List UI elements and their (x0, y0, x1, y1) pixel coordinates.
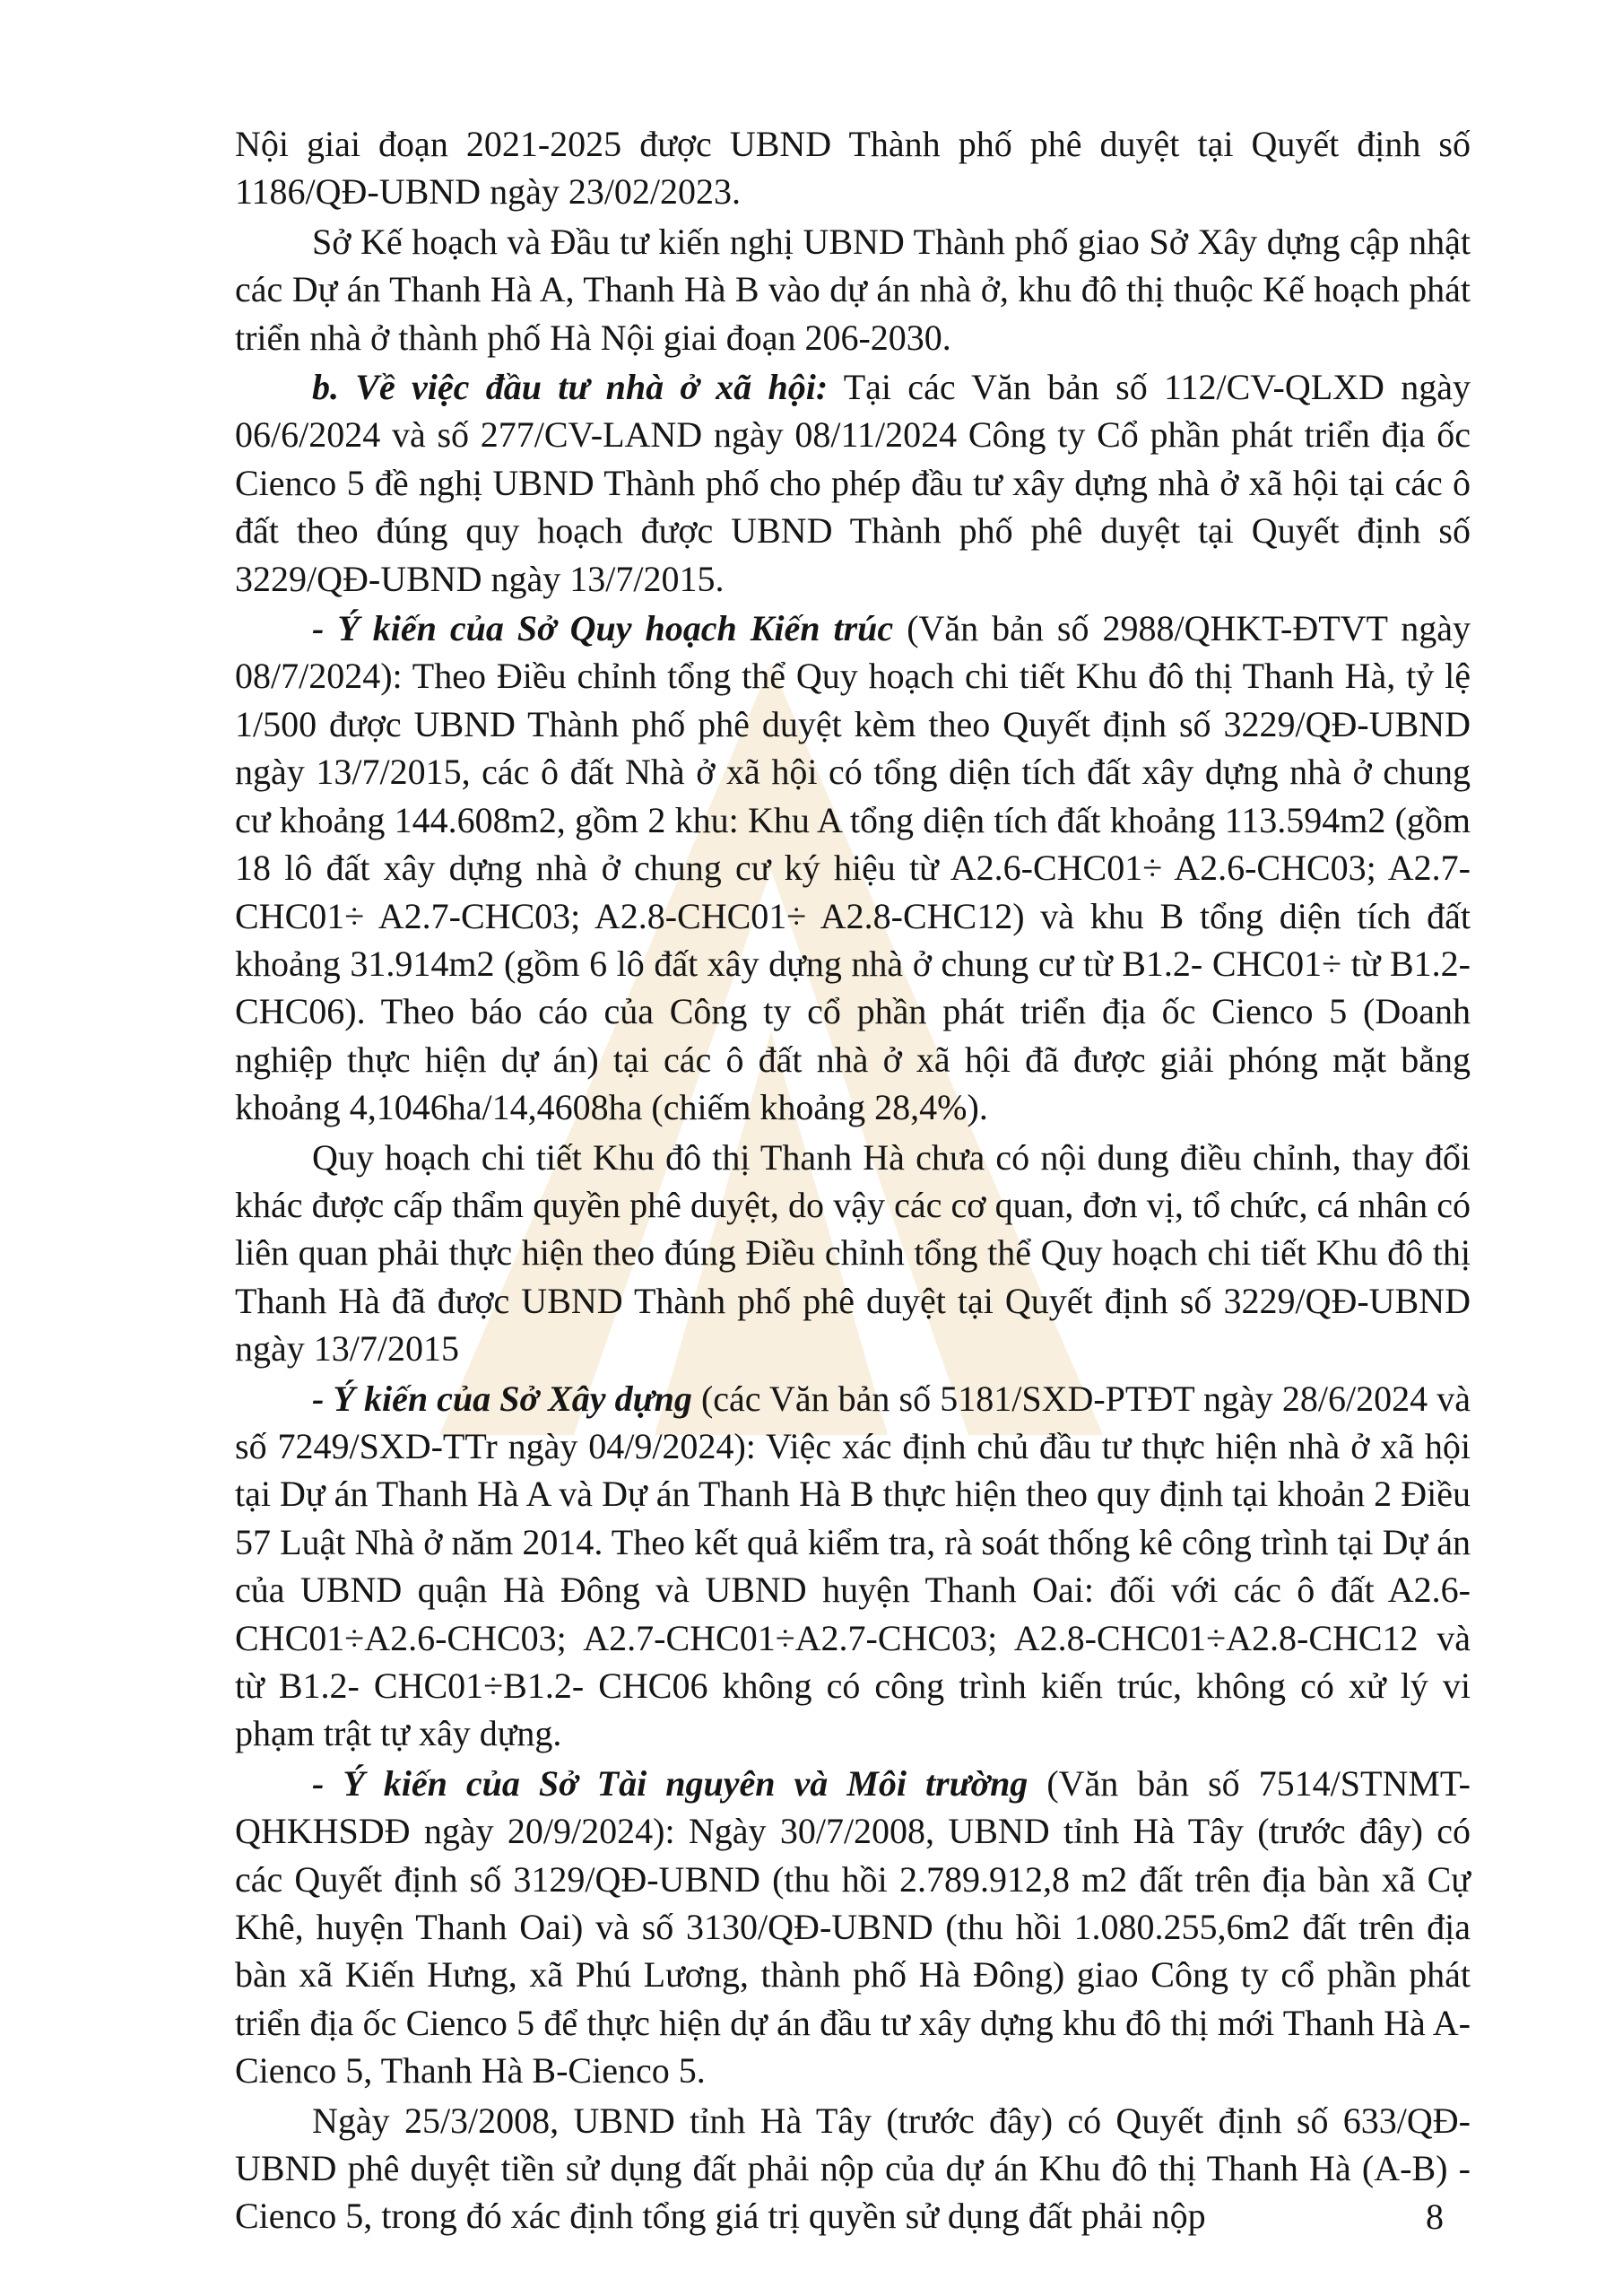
paragraph-5 (235, 1134, 1471, 1373)
paragraph-8 (235, 2097, 1471, 2240)
paragraph-2 (235, 218, 1471, 361)
paragraph-1-text: Nội giai đoạn 2021-2025 được UBND Thành phố phê duyệt tại Quyết định số 1186/QĐ-UBND ngày 23/02/2023. (235, 124, 1471, 213)
opinion-heading-natural-resources: - Ý kiến của Sở Tài nguyên và Môi trường (312, 1762, 1028, 1804)
paragraph-2-text: Sở Kế hoạch và Đầu tư kiến nghị UBND Thành phố giao Sở Xây dựng cập nhật các Dự án Thanh Hà A, Thanh Hà B vào dự án nhà ở, khu đô thị thuộc Kế hoạch phát triển nhà ở thành phố Hà Nội giai đoạn 206-2030. (235, 221, 1471, 358)
section-heading-social-housing: b. Về việc đầu tư nhà ở xã hội: (312, 367, 829, 408)
opinion-heading-planning-architecture: - Ý kiến của Sở Quy hoạch Kiến trúc (312, 608, 894, 649)
paragraph-6-text: (các Văn bản số 5181/SXD-PTĐT ngày 28/6/2024 và số 7249/SXD-TTr ngày 04/9/2024): Việc xác định chủ đầu tư thực hiện nhà ở xã hội tại Dự án Thanh Hà A và Dự án Thanh Hà B thực hiện theo quy định tại khoản 2 Điều 57 Luật Nhà ở năm 2014. Theo kết quả kiểm tra, rà soát thống kê công trình tại Dự án của UBND quận Hà Đông và UBND huyện Thanh Oai: đối với các ô đất A2.6-CHC01÷A2.6-CHC03; A2.7-CHC01÷A2.7-CHC03; A2.8-CHC01÷A2.8-CHC12 và từ B1.2- CHC01÷B1.2- CHC06 không có công trình kiến trúc, không có xử lý vi phạm trật tự xây dựng. (235, 1378, 1471, 1754)
paragraph-5-text: Quy hoạch chi tiết Khu đô thị Thanh Hà chưa có nội dung điều chỉnh, thay đổi khác được cấp thẩm quyền phê duyệt, do vậy các cơ quan, đơn vị, tổ chức, cá nhân có liên quan phải thực hiện theo đúng Điều chỉnh tổng thể Quy hoạch chi tiết Khu đô thị Thanh Hà đã được UBND Thành phố phê duyệt tại Quyết định số 3229/QĐ-UBND ngày 13/7/2015 (235, 1136, 1471, 1370)
paragraph-4 (235, 604, 1471, 1131)
opinion-heading-construction: - Ý kiến của Sở Xây dựng (312, 1378, 692, 1419)
paragraph-8-text: Ngày 25/3/2008, UBND tỉnh Hà Tây (trước đây) có Quyết định số 633/QĐ-UBND phê duyệt tiền sử dụng đất phải nộp của dự án Khu đô thị Thanh Hà (A-B) - Cienco 5, trong đó xác định tổng giá trị quyền sử dụng đất phải nộp (235, 2100, 1471, 2237)
page-number: 8 (1426, 2196, 1444, 2237)
paragraph-1 (235, 120, 1471, 216)
paragraph-7 (235, 1760, 1471, 2095)
paragraph-6 (235, 1375, 1471, 1758)
paragraph-4-text: (Văn bản số 2988/QHKT-ĐTVT ngày 08/7/2024): Theo Điều chỉnh tổng thể Quy hoạch chi tiết Khu đô thị Thanh Hà, tỷ lệ 1/500 được UBND Thành phố phê duyệt kèm theo Quyết định số 3229/QĐ-UBND ngày 13/7/2015, các ô đất Nhà ở xã hội có tổng diện tích đất xây dựng nhà ở chung cư khoảng 144.608m2, gồm 2 khu: Khu A tổng diện tích đất khoảng 113.594m2 (gồm 18 lô đất xây dựng nhà ở chung cư ký hiệu từ A2.6-CHC01÷ A2.6-CHC03; A2.7-CHC01÷ A2.7-CHC03; A2.8-CHC01÷ A2.8-CHC12) và khu B tổng diện tích đất khoảng 31.914m2 (gồm 6 lô đất xây dựng nhà ở chung cư từ B1.2- CHC01÷ từ B1.2- CHC06). Theo báo cáo của Công ty cổ phần phát triển địa ốc Cienco 5 (Doanh nghiệp thực hiện dự án) tại các ô đất nhà ở xã hội đã được giải phóng mặt bằng khoảng 4,1046ha/14,4608ha (chiếm khoảng 28,4%). (235, 608, 1471, 1128)
document-body (235, 120, 1471, 2242)
paragraph-7-text: (Văn bản số 7514/STNMT-QHKHSDĐ ngày 20/9/2024): Ngày 30/7/2008, UBND tỉnh Hà Tây (trước đây) có các Quyết định số 3129/QĐ-UBND (thu hồi 2.789.912,8 m2 đất trên địa bàn xã Cự Khê, huyện Thanh Oai) và số 3130/QĐ-UBND (thu hồi 1.080.255,6m2 đất trên địa bàn xã Kiến Hưng, xã Phú Lương, thành phố Hà Đông) giao Công ty cổ phần phát triển địa ốc Cienco 5 để thực hiện dự án đầu tư xây dựng khu đô thị mới Thanh Hà A- Cienco 5, Thanh Hà B-Cienco 5. (235, 1762, 1471, 2092)
paragraph-3-text: Tại các Văn bản số 112/CV-QLXD ngày 06/6/2024 và số 277/CV-LAND ngày 08/11/2024 Công ty Cổ phần phát triển địa ốc Cienco 5 đề nghị UBND Thành phố cho phép đầu tư xây dựng nhà ở xã hội tại các ô đất theo đúng quy hoạch được UBND Thành phố phê duyệt tại Quyết định số 3229/QĐ-UBND ngày 13/7/2015. (235, 367, 1471, 599)
paragraph-3 (235, 363, 1471, 603)
